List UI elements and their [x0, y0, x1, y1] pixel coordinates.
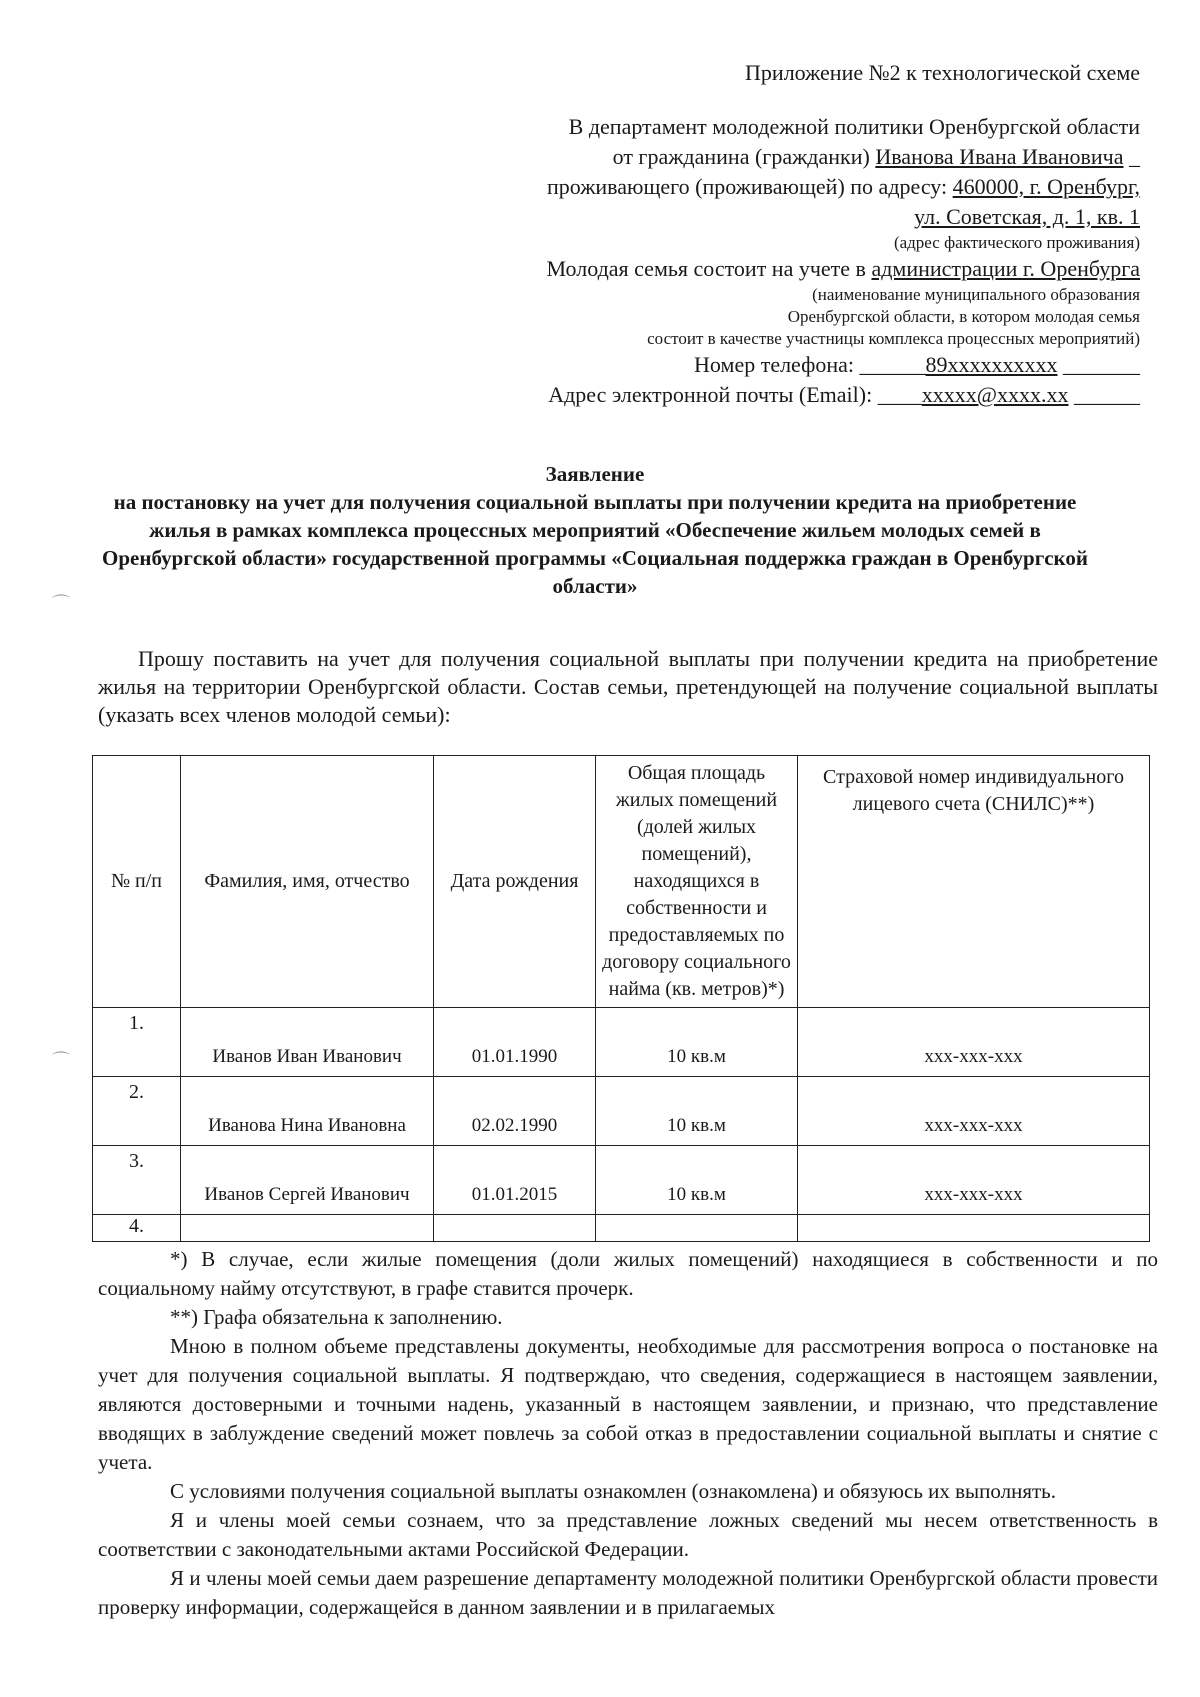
header-name: Фамилия, имя, отчество	[181, 756, 434, 1008]
row-area	[596, 1215, 798, 1242]
row-snils: xxx-xxx-xxx	[798, 1077, 1150, 1146]
row-num: 3.	[93, 1146, 181, 1215]
applicant-name: Иванова Ивана Ивановича	[875, 144, 1124, 169]
row-dob: 01.01.2015	[434, 1146, 596, 1215]
row-name: Иванов Сергей Иванович	[181, 1146, 434, 1215]
addressee-block	[420, 58, 1140, 410]
header-snils: Страховой номер индивидуального лицевого счета (СНИЛС)**)	[798, 756, 1150, 1008]
applicant-line: от гражданина (гражданки) Иванова Ивана Ивановича _	[612, 144, 1140, 169]
row-area: 10 кв.м	[596, 1008, 798, 1077]
title-subheading: на постановку на учет для получения социальной выплаты при получении кредита на приобретение жилья в рамках комплекса процессных мероприятий «Обеспечение жильем молодых семей в Оренбургской области» государственной программы «Социальная поддержка граждан в Оренбургской области»	[102, 490, 1088, 598]
declaration-paragraph-4: Я и члены моей семьи даем разрешение департаменту молодежной политики Оренбургской области провести проверку информации, содержащейся в данном заявлении и в прилагаемых	[98, 1566, 1158, 1619]
address-line: проживающего (проживающей) по адресу: 460000, г. Оренбург,	[546, 174, 1140, 199]
registration-hint-3: состоит в качестве участницы комплекса процессных мероприятий)	[647, 329, 1140, 348]
registration-hint-2: Оренбургской области, в котором молодая семья	[787, 307, 1140, 326]
registration-org: администрации г. Оренбурга	[871, 256, 1140, 281]
declaration-paragraph-1: Мною в полном объеме представлены документы, необходимые для рассмотрения вопроса о постановке на учет для получения социальной выплаты. Я подтверждаю, что сведения, содержащиеся в настоящем заявлении, являются достоверными и точными надень, указанный в настоящем заявлении, и признаю, что представление вводящих в заблуждение сведений может повлечь за собой отказ в предоставлении социальной выплаты и снятие с учета.	[98, 1334, 1158, 1474]
document-title	[90, 460, 1100, 600]
registration-hint-1: (наименование муниципального образования	[812, 285, 1140, 304]
punch-hole-mark: ⌒	[52, 594, 70, 614]
row-num: 1.	[93, 1008, 181, 1077]
row-dob: 01.01.1990	[434, 1008, 596, 1077]
address-line-2	[420, 202, 1140, 232]
row-snils	[798, 1215, 1150, 1242]
row-num: 2.	[93, 1077, 181, 1146]
phone-line: Номер телефона: ______89xxxxxxxxxx _______	[694, 352, 1140, 377]
header-num: № п/п	[93, 756, 181, 1008]
intro-paragraph: Прошу поставить на учет для получения социальной выплаты при получении кредита на приобретение жилья на территории Оренбургской области. Состав семьи, претендующей на получение социальной выплаты (указать всех членов молодой семьи):	[98, 646, 1158, 727]
declaration-paragraph-3: Я и члены моей семьи сознаем, что за представление ложных сведений мы несем ответственность в соответствии с законодательными актами Российской Федерации.	[98, 1508, 1158, 1561]
address-value-2: ул. Советская, д. 1, кв. 1	[914, 204, 1140, 229]
table-row	[93, 1215, 1150, 1242]
row-snils: xxx-xxx-xxx	[798, 1146, 1150, 1215]
address-value-1: 460000, г. Оренбург,	[952, 174, 1140, 199]
table-row	[93, 1146, 1150, 1215]
family-table	[92, 755, 1150, 1242]
footnote-2: **) Графа обязательна к заполнению.	[170, 1305, 503, 1329]
email-value: xxxxx@xxxx.xx	[921, 382, 1069, 407]
header-dob: Дата рождения	[434, 756, 596, 1008]
row-name: Иванова Нина Ивановна	[181, 1077, 434, 1146]
title-heading: Заявление	[545, 462, 645, 486]
table-header-row	[93, 756, 1150, 1008]
phone-value: 89xxxxxxxxxx	[925, 352, 1058, 377]
email-line: Адрес электронной почты (Email): ____xxxxx@xxxx.xx ______	[548, 382, 1140, 407]
row-dob: 02.02.1990	[434, 1077, 596, 1146]
row-name: Иванов Иван Иванович	[181, 1008, 434, 1077]
declaration-paragraph-2: С условиями получения социальной выплаты ознакомлен (ознакомлена) и обязуюсь их выполнять.	[170, 1479, 1056, 1503]
row-area: 10 кв.м	[596, 1146, 798, 1215]
addressee-line: В департамент молодежной политики Оренбургской области	[568, 114, 1140, 139]
footnote-1: *) В случае, если жилые помещения (доли жилых помещений) находящиеся в собственности и по социальному найму отсутствуют, в графе ставится прочерк.	[98, 1247, 1158, 1300]
punch-hole-mark: ⌒	[52, 1051, 70, 1071]
row-name	[181, 1215, 434, 1242]
notes-block	[98, 1245, 1158, 1622]
registration-line: Молодая семья состоит на учете в администрации г. Оренбурга	[546, 256, 1140, 281]
attachment-note: Приложение №2 к технологической схеме	[745, 60, 1140, 85]
table-row	[93, 1008, 1150, 1077]
address-hint: (адрес фактического проживания)	[893, 233, 1140, 252]
row-snils: xxx-xxx-xxx	[798, 1008, 1150, 1077]
row-num: 4.	[93, 1215, 181, 1242]
row-dob	[434, 1215, 596, 1242]
table-row	[93, 1077, 1150, 1146]
row-area: 10 кв.м	[596, 1077, 798, 1146]
header-area: Общая площадь жилых помещений (долей жилых помещений), находящихся в собственности и предоставляемых по договору социального найма (кв. метров)*)	[596, 756, 798, 1008]
